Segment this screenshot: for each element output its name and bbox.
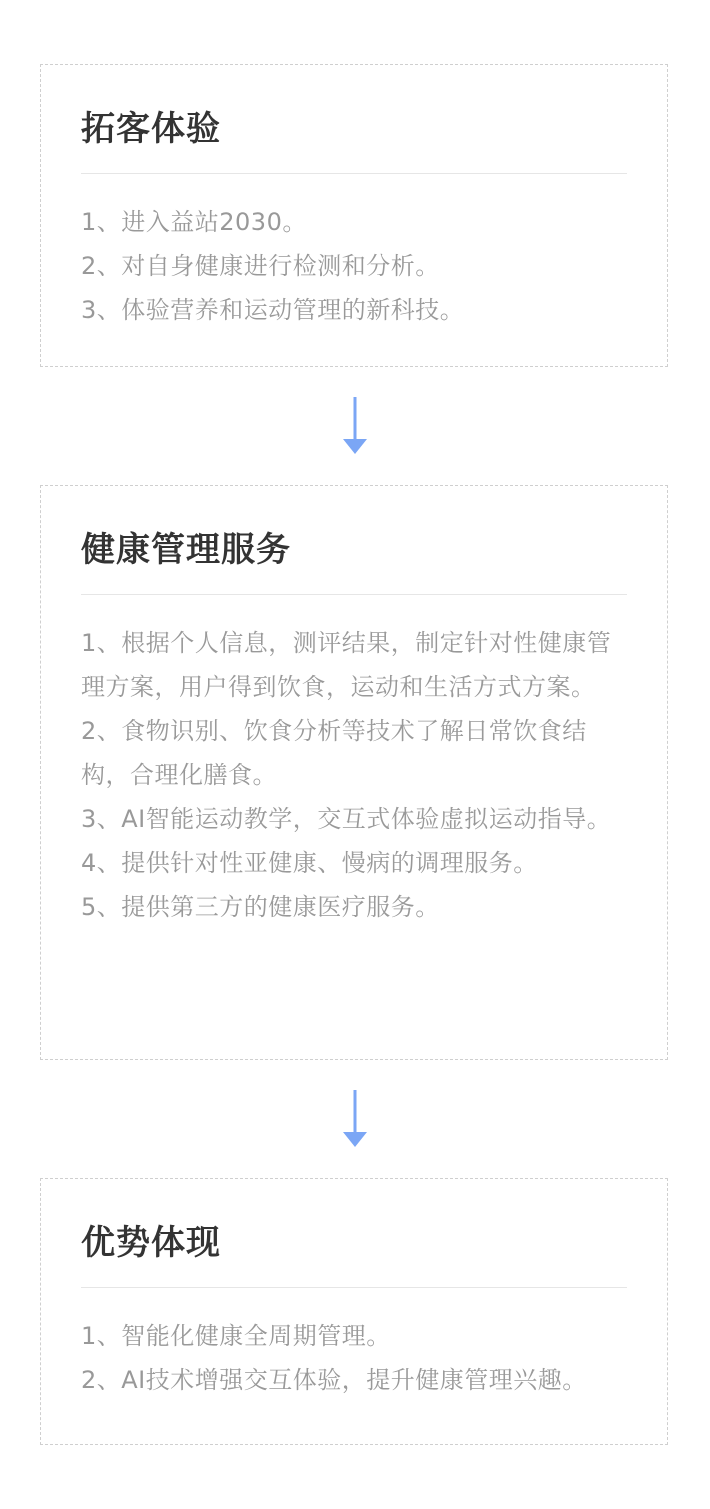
card-health-management [40, 485, 668, 1060]
divider [81, 1287, 627, 1288]
list-item: 4、提供针对性亚健康、慢病的调理服务。 [81, 849, 538, 877]
card-customer-experience [40, 64, 668, 367]
list-item: 1、进入益站2030。 [81, 208, 307, 236]
card-list [81, 200, 617, 332]
card-list [81, 621, 617, 929]
list-item: 1、智能化健康全周期管理。 [81, 1322, 391, 1350]
list-item: 1、根据个人信息，测评结果，制定针对性健康管理方案，用户得到饮食，运动和生活方式方案。 [81, 629, 612, 701]
arrow-down-icon [343, 1090, 367, 1148]
list-item: 3、AI智能运动教学，交互式体验虚拟运动指导。 [81, 805, 612, 833]
list-item: 2、食物识别、饮食分析等技术了解日常饮食结构，合理化膳食。 [81, 717, 587, 789]
card-advantages [40, 1178, 668, 1445]
list-item: 5、提供第三方的健康医疗服务。 [81, 893, 440, 921]
card-title: 拓客体验 [81, 109, 221, 149]
card-list [81, 1314, 617, 1402]
divider [81, 173, 627, 174]
list-item: 3、体验营养和运动管理的新科技。 [81, 296, 465, 324]
card-title: 优势体现 [81, 1223, 221, 1263]
arrow-down-icon [343, 397, 367, 455]
list-item: 2、对自身健康进行检测和分析。 [81, 252, 440, 280]
divider [81, 594, 627, 595]
card-title: 健康管理服务 [81, 530, 291, 570]
list-item: 2、AI技术增强交互体验，提升健康管理兴趣。 [81, 1366, 587, 1394]
